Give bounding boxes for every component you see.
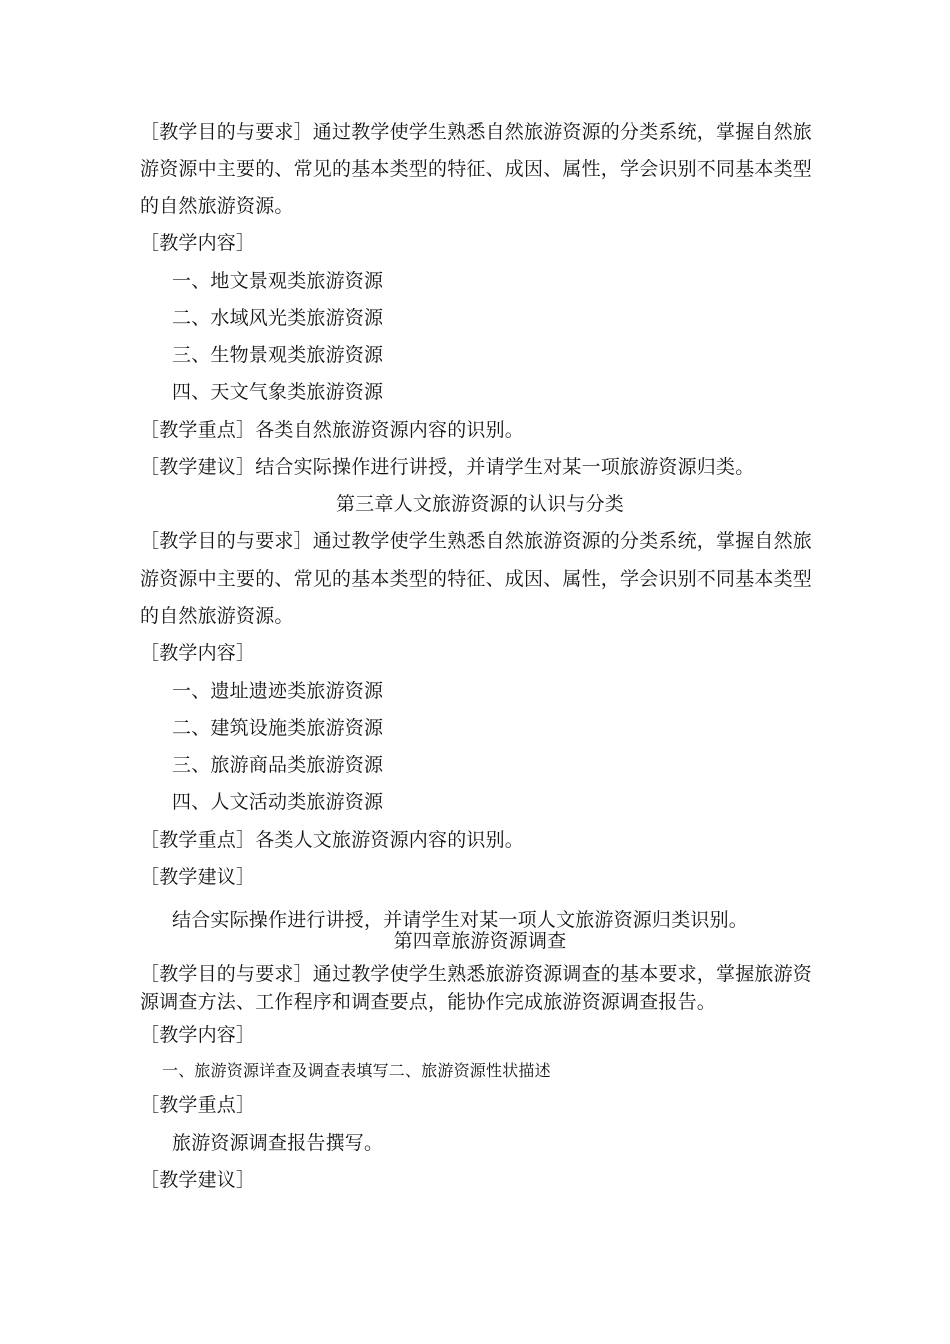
- ch2-content-item-3: 三、生物景观类旅游资源: [172, 344, 384, 366]
- ch2-content-heading: ［教学内容］: [140, 232, 256, 254]
- ch2-content-item-4: 四、天文气象类旅游资源: [172, 381, 384, 403]
- ch4-key-point-heading: ［教学重点］: [140, 1094, 256, 1116]
- ch3-content-item-1: 一、遗址遗迹类旅游资源: [172, 680, 384, 702]
- ch2-key-point: ［教学重点］各类自然旅游资源内容的识别。: [140, 419, 525, 441]
- ch4-suggestion-heading: ［教学建议］: [140, 1169, 256, 1191]
- ch3-suggestion-text: 结合实际操作进行讲授，并请学生对某一项人文旅游资源归类识别。: [172, 909, 749, 931]
- ch4-content-items: 一、旅游资源详查及调查表填写⼆、旅游资源性状描述: [162, 1061, 551, 1080]
- ch2-objective-line-2: 游资源中主要的、常见的基本类型的特征、成因、属性，学会识别不同基本类型: [140, 158, 813, 180]
- ch2-objective-line-3: 的自然旅游资源。: [140, 195, 294, 217]
- ch4-objective-line-1: ［教学目的与要求］通过教学使学生熟悉旅游资源调查的基本要求，掌握旅游资: [140, 963, 813, 985]
- chapter-4-title: 第四章旅游资源调查: [393, 930, 567, 952]
- ch2-content-item-1: 一、地文景观类旅游资源: [172, 270, 384, 292]
- ch3-content-heading: ［教学内容］: [140, 642, 256, 664]
- ch3-content-item-4: 四、人文活动类旅游资源: [172, 791, 384, 813]
- ch2-content-item-2: 二、水域风光类旅游资源: [172, 307, 384, 329]
- ch3-content-item-3: 三、旅游商品类旅游资源: [172, 754, 384, 776]
- chapter-3-title: 第三章人文旅游资源的认识与分类: [335, 493, 624, 515]
- ch4-content-heading: ［教学内容］: [140, 1024, 256, 1046]
- ch3-objective-line-2: 游资源中主要的、常见的基本类型的特征、成因、属性，学会识别不同基本类型: [140, 568, 813, 590]
- ch4-objective-line-2: 源调查方法、工作程序和调查要点，能协作完成旅游资源调查报告。: [140, 991, 717, 1013]
- ch4-key-point-text: 旅游资源调查报告撰写。: [172, 1132, 384, 1154]
- ch3-objective-line-3: 的自然旅游资源。: [140, 605, 294, 627]
- ch2-objective-line-1: ［教学目的与要求］通过教学使学生熟悉自然旅游资源的分类系统，掌握自然旅: [140, 121, 813, 143]
- ch3-content-item-2: 二、建筑设施类旅游资源: [172, 717, 384, 739]
- ch3-key-point: ［教学重点］各类人文旅游资源内容的识别。: [140, 829, 525, 851]
- ch3-suggestion-heading: ［教学建议］: [140, 866, 256, 888]
- ch2-suggestion: ［教学建议］结合实际操作进行讲授，并请学生对某一项旅游资源归类。: [140, 456, 755, 478]
- ch3-objective-line-1: ［教学目的与要求］通过教学使学生熟悉自然旅游资源的分类系统，掌握自然旅: [140, 530, 813, 552]
